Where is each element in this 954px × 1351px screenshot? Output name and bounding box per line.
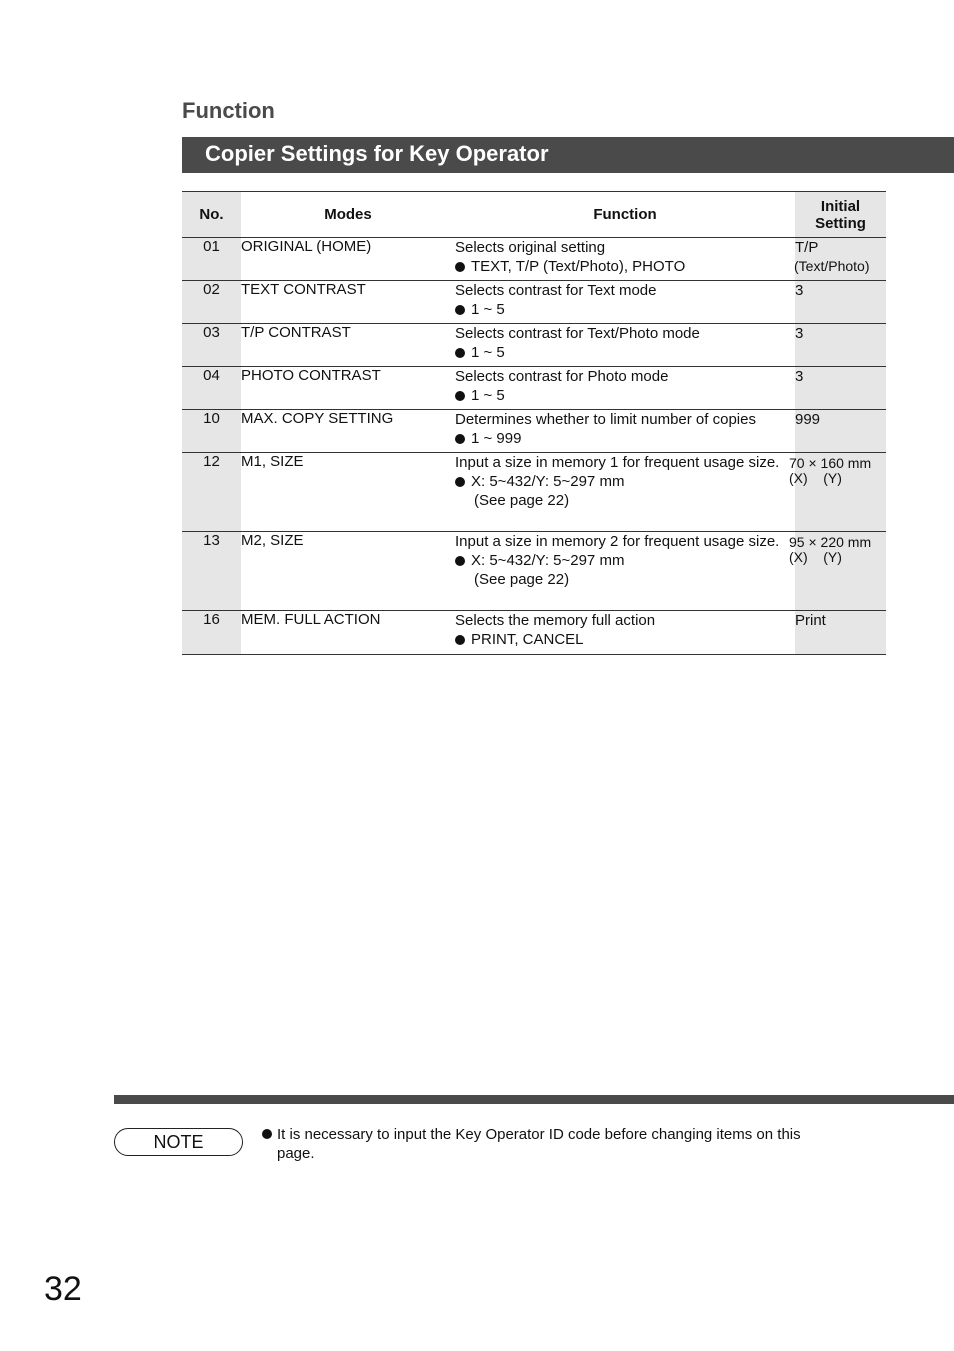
bullet-icon (262, 1129, 272, 1139)
option-line (455, 343, 795, 362)
option-text: 1 ~ 5 (471, 301, 505, 318)
row-function (455, 611, 795, 655)
function-text: Selects contrast for Text mode (455, 282, 657, 299)
row-mode: MAX. COPY SETTING (241, 410, 455, 453)
note-body: It is necessary to input the Key Operator ID code before changing items on this page. (277, 1126, 801, 1162)
row-mode: PHOTO CONTRAST (241, 367, 455, 410)
row-mode: M2, SIZE (241, 532, 455, 611)
row-initial: 3 (795, 281, 886, 324)
header-function: Function (455, 192, 795, 238)
row-function (455, 238, 795, 281)
row-no: 13 (182, 532, 241, 611)
row-mode: ORIGINAL (HOME) (241, 238, 455, 281)
row-mode: MEM. FULL ACTION (241, 611, 455, 655)
row-no: 10 (182, 410, 241, 453)
bullet-icon (455, 262, 465, 272)
row-initial: 3 (795, 367, 886, 410)
option-text: X: 5~432/Y: 5~297 mm (471, 473, 625, 490)
row-function (455, 281, 795, 324)
row-no: 02 (182, 281, 241, 324)
table-row (182, 238, 886, 281)
option-line (455, 630, 795, 649)
table-header-row (182, 192, 886, 238)
function-text: Determines whether to limit number of copies (455, 411, 756, 428)
row-function (455, 367, 795, 410)
option-line (455, 300, 795, 319)
page-reference: (See page 22) (474, 571, 570, 588)
row-function (455, 532, 795, 611)
row-no: 04 (182, 367, 241, 410)
row-initial (789, 532, 886, 611)
option-line (455, 386, 795, 405)
table-row (182, 281, 886, 324)
bullet-icon (455, 477, 465, 487)
initial-sub: (X) (Y) (789, 549, 842, 565)
table-row (182, 532, 886, 611)
function-text: Input a size in memory 2 for frequent usage size. (455, 533, 780, 550)
section-title: Function (182, 98, 275, 123)
row-no: 03 (182, 324, 241, 367)
initial-sub: (Text/Photo) (794, 258, 870, 274)
row-function (455, 324, 795, 367)
row-no: 12 (182, 453, 241, 532)
row-no: 16 (182, 611, 241, 655)
row-initial (795, 238, 886, 281)
function-text: Selects original setting (455, 239, 606, 256)
option-text: 1 ~ 5 (471, 387, 505, 404)
option-line (455, 551, 795, 570)
bullet-icon (455, 635, 465, 645)
bullet-icon (455, 305, 465, 315)
function-text: Selects contrast for Text/Photo mode (455, 325, 700, 342)
initial-value: 70 × 160 mm (789, 455, 872, 471)
header-initial-setting (795, 192, 886, 238)
function-text: Selects the memory full action (455, 612, 656, 629)
row-initial: 999 (795, 410, 886, 453)
row-mode: T/P CONTRAST (241, 324, 455, 367)
row-initial: Print (795, 611, 886, 655)
settings-table (182, 191, 886, 655)
option-line (455, 429, 795, 448)
note-label: NOTE (114, 1128, 243, 1156)
row-no: 01 (182, 238, 241, 281)
page-banner: Copier Settings for Key Operator (182, 137, 954, 173)
table-row (182, 410, 886, 453)
table-row (182, 367, 886, 410)
header-initial-line2: Setting (815, 214, 866, 232)
option-text: 1 ~ 999 (471, 430, 522, 447)
bullet-icon (455, 348, 465, 358)
row-mode: TEXT CONTRAST (241, 281, 455, 324)
initial-sub: (X) (Y) (789, 470, 842, 486)
row-initial (789, 453, 886, 532)
row-function (455, 453, 795, 532)
bullet-icon (455, 556, 465, 566)
option-line (455, 472, 795, 491)
divider-rule (114, 1095, 954, 1104)
table-row (182, 611, 886, 655)
note-text (262, 1125, 822, 1163)
table-row (182, 324, 886, 367)
option-text: 1 ~ 5 (471, 344, 505, 361)
bullet-icon (455, 434, 465, 444)
row-mode: M1, SIZE (241, 453, 455, 532)
option-line (455, 257, 795, 276)
option-text: X: 5~432/Y: 5~297 mm (471, 552, 625, 569)
option-text: PRINT, CANCEL (471, 631, 584, 648)
bullet-icon (455, 391, 465, 401)
function-text: Selects contrast for Photo mode (455, 368, 669, 385)
row-function (455, 410, 795, 453)
initial-value: 95 × 220 mm (789, 534, 872, 550)
option-text: TEXT, T/P (Text/Photo), PHOTO (471, 258, 686, 275)
header-initial-line1: Initial (820, 197, 861, 215)
initial-value: T/P (795, 239, 819, 256)
page-reference: (See page 22) (474, 492, 570, 509)
table-row (182, 453, 886, 532)
page-number: 32 (44, 1270, 82, 1308)
header-no: No. (182, 192, 241, 238)
function-text: Input a size in memory 1 for frequent usage size. (455, 454, 780, 471)
header-modes: Modes (241, 192, 455, 238)
row-initial: 3 (795, 324, 886, 367)
